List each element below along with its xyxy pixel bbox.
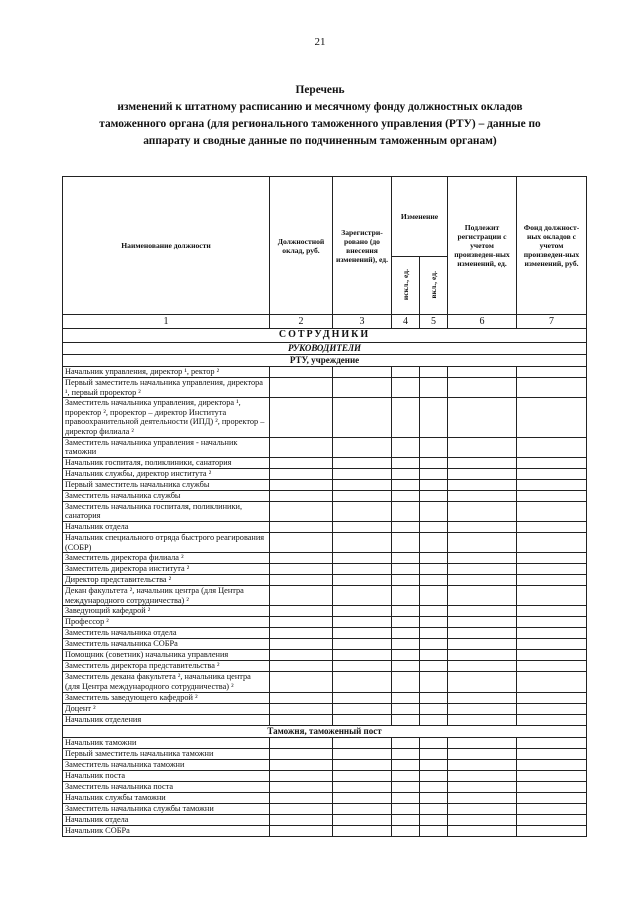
empty-cell xyxy=(270,398,333,437)
empty-cell xyxy=(333,367,392,378)
empty-cell xyxy=(517,553,587,564)
empty-cell xyxy=(420,672,448,692)
empty-cell xyxy=(270,714,333,725)
empty-cell xyxy=(448,661,517,672)
empty-cell xyxy=(517,803,587,814)
header-excl: искл., ед. xyxy=(401,268,410,301)
empty-cell xyxy=(517,628,587,639)
table-row xyxy=(63,661,587,672)
empty-cell xyxy=(392,703,420,714)
empty-cell xyxy=(420,792,448,803)
empty-cell xyxy=(392,367,420,378)
empty-cell xyxy=(517,617,587,628)
empty-cell xyxy=(517,501,587,521)
position-name: Начальник поста xyxy=(63,770,270,781)
position-name: Заместитель начальника таможни xyxy=(63,759,270,770)
empty-cell xyxy=(333,825,392,836)
empty-cell xyxy=(333,628,392,639)
table-row xyxy=(63,759,587,770)
table-row xyxy=(63,803,587,814)
empty-cell xyxy=(333,714,392,725)
empty-cell xyxy=(517,378,587,398)
empty-cell xyxy=(392,781,420,792)
empty-cell xyxy=(270,532,333,552)
empty-cell xyxy=(517,468,587,479)
empty-cell xyxy=(333,437,392,457)
empty-cell xyxy=(448,468,517,479)
empty-cell xyxy=(392,575,420,586)
position-name: Заместитель заведующего кафедрой ² xyxy=(63,692,270,703)
empty-cell xyxy=(270,692,333,703)
empty-cell xyxy=(420,748,448,759)
section-title: СОТРУДНИКИ xyxy=(63,329,587,343)
table-row xyxy=(63,479,587,490)
empty-cell xyxy=(392,586,420,606)
empty-cell xyxy=(392,770,420,781)
empty-cell xyxy=(270,367,333,378)
position-name: Начальник службы таможни xyxy=(63,792,270,803)
empty-cell xyxy=(392,661,420,672)
col-number: 6 xyxy=(448,315,517,329)
empty-cell xyxy=(420,737,448,748)
position-name: Начальник специального отряда быстрого реагирования (СОБР) xyxy=(63,532,270,552)
empty-cell xyxy=(448,437,517,457)
title-line: Перечень xyxy=(295,84,345,96)
empty-cell xyxy=(420,490,448,501)
empty-cell xyxy=(392,639,420,650)
empty-cell xyxy=(448,703,517,714)
empty-cell xyxy=(270,378,333,398)
empty-cell xyxy=(270,825,333,836)
empty-cell xyxy=(270,803,333,814)
empty-cell xyxy=(420,553,448,564)
table-row xyxy=(63,825,587,836)
position-name: Начальник СОБРа xyxy=(63,825,270,836)
empty-cell xyxy=(448,692,517,703)
group-title: Таможня, таможенный пост xyxy=(63,725,587,737)
table-row xyxy=(63,367,587,378)
empty-cell xyxy=(448,628,517,639)
staff-changes-table xyxy=(62,176,587,837)
empty-cell xyxy=(392,692,420,703)
position-name: Помощник (советник) начальника управления xyxy=(63,650,270,661)
position-name: Начальник службы, директор института ² xyxy=(63,468,270,479)
empty-cell xyxy=(517,490,587,501)
empty-cell xyxy=(448,770,517,781)
empty-cell xyxy=(392,501,420,521)
empty-cell xyxy=(270,737,333,748)
table-row xyxy=(63,575,587,586)
empty-cell xyxy=(517,650,587,661)
table-row xyxy=(63,628,587,639)
empty-cell xyxy=(270,650,333,661)
empty-cell xyxy=(392,617,420,628)
empty-cell xyxy=(420,367,448,378)
empty-cell xyxy=(448,737,517,748)
empty-cell xyxy=(420,825,448,836)
position-name: Заместитель начальника службы xyxy=(63,490,270,501)
position-name: Доцент ² xyxy=(63,703,270,714)
empty-cell xyxy=(392,398,420,437)
empty-cell xyxy=(448,650,517,661)
empty-cell xyxy=(420,692,448,703)
empty-cell xyxy=(448,586,517,606)
empty-cell xyxy=(517,792,587,803)
col-number: 1 xyxy=(63,315,270,329)
empty-cell xyxy=(392,628,420,639)
position-name: Первый заместитель начальника управления, директора ¹, первый проректор ² xyxy=(63,378,270,398)
position-name: Начальник управления, директор ¹, ректор ² xyxy=(63,367,270,378)
subsection-title: РУКОВОДИТЕЛИ xyxy=(63,343,587,355)
empty-cell xyxy=(333,490,392,501)
empty-cell xyxy=(333,468,392,479)
position-name: Заместитель начальника отдела xyxy=(63,628,270,639)
empty-cell xyxy=(420,781,448,792)
empty-cell xyxy=(333,639,392,650)
empty-cell xyxy=(420,532,448,552)
empty-cell xyxy=(420,650,448,661)
position-name: Заместитель начальника поста xyxy=(63,781,270,792)
empty-cell xyxy=(270,501,333,521)
position-name: Заведующий кафедрой ² xyxy=(63,606,270,617)
empty-cell xyxy=(448,457,517,468)
empty-cell xyxy=(270,661,333,672)
header-name: Наименование должности xyxy=(63,177,270,315)
empty-cell xyxy=(448,553,517,564)
empty-cell xyxy=(270,639,333,650)
empty-cell xyxy=(392,748,420,759)
empty-cell xyxy=(333,737,392,748)
position-name: Начальник таможни xyxy=(63,737,270,748)
table-row xyxy=(63,398,587,437)
empty-cell xyxy=(270,479,333,490)
empty-cell xyxy=(333,748,392,759)
empty-cell xyxy=(517,564,587,575)
col-number: 3 xyxy=(333,315,392,329)
empty-cell xyxy=(270,781,333,792)
position-name: Декан факультета ², начальник центра (для Центра международного сотрудничества) ² xyxy=(63,586,270,606)
table-row xyxy=(63,606,587,617)
empty-cell xyxy=(517,575,587,586)
empty-cell xyxy=(392,378,420,398)
empty-cell xyxy=(420,479,448,490)
empty-cell xyxy=(270,748,333,759)
table-row xyxy=(63,737,587,748)
title-line: таможенного органа (для регионального таможенного управления (РТУ) – данные по xyxy=(99,118,541,130)
empty-cell xyxy=(392,814,420,825)
empty-cell xyxy=(420,714,448,725)
empty-cell xyxy=(333,792,392,803)
empty-cell xyxy=(448,748,517,759)
empty-cell xyxy=(517,457,587,468)
empty-cell xyxy=(517,367,587,378)
empty-cell xyxy=(420,468,448,479)
document-title xyxy=(60,82,580,150)
col-number: 2 xyxy=(270,315,333,329)
empty-cell xyxy=(420,521,448,532)
empty-cell xyxy=(270,814,333,825)
table-row xyxy=(63,703,587,714)
table-row xyxy=(63,792,587,803)
empty-cell xyxy=(448,521,517,532)
empty-cell xyxy=(517,661,587,672)
empty-cell xyxy=(517,737,587,748)
empty-cell xyxy=(333,532,392,552)
position-name: Директор представительства ² xyxy=(63,575,270,586)
col-number: 7 xyxy=(517,315,587,329)
empty-cell xyxy=(448,639,517,650)
empty-cell xyxy=(448,617,517,628)
empty-cell xyxy=(448,575,517,586)
empty-cell xyxy=(392,714,420,725)
empty-cell xyxy=(270,672,333,692)
page-number: 21 xyxy=(314,36,326,48)
empty-cell xyxy=(517,479,587,490)
empty-cell xyxy=(333,501,392,521)
empty-cell xyxy=(333,814,392,825)
empty-cell xyxy=(420,703,448,714)
empty-cell xyxy=(517,606,587,617)
empty-cell xyxy=(517,714,587,725)
empty-cell xyxy=(392,759,420,770)
empty-cell xyxy=(333,650,392,661)
empty-cell xyxy=(270,457,333,468)
col-number: 4 xyxy=(392,315,420,329)
title-line: аппарату и сводные данные по подчиненным таможенным органам) xyxy=(143,135,497,147)
empty-cell xyxy=(333,564,392,575)
empty-cell xyxy=(392,457,420,468)
position-name: Заместитель директора представительства ² xyxy=(63,661,270,672)
table-row xyxy=(63,437,587,457)
empty-cell xyxy=(420,617,448,628)
empty-cell xyxy=(270,575,333,586)
empty-cell xyxy=(333,672,392,692)
table-row xyxy=(63,714,587,725)
empty-cell xyxy=(392,532,420,552)
empty-cell xyxy=(517,814,587,825)
position-name: Заместитель начальника службы таможни xyxy=(63,803,270,814)
empty-cell xyxy=(517,748,587,759)
empty-cell xyxy=(420,770,448,781)
empty-cell xyxy=(517,825,587,836)
header-registered: Зарегистри-ровано (до внесения изменений), ед. xyxy=(333,177,392,315)
empty-cell xyxy=(392,553,420,564)
empty-cell xyxy=(517,703,587,714)
table-row xyxy=(63,457,587,468)
title-line: изменений к штатному расписанию и месячному фонду должностных окладов xyxy=(117,101,523,113)
position-name: Первый заместитель начальника таможни xyxy=(63,748,270,759)
empty-cell xyxy=(392,606,420,617)
empty-cell xyxy=(517,521,587,532)
empty-cell xyxy=(392,479,420,490)
col-number: 5 xyxy=(420,315,448,329)
table-row xyxy=(63,532,587,552)
empty-cell xyxy=(333,378,392,398)
empty-cell xyxy=(448,714,517,725)
empty-cell xyxy=(270,759,333,770)
empty-cell xyxy=(517,639,587,650)
empty-cell xyxy=(517,770,587,781)
empty-cell xyxy=(392,737,420,748)
empty-cell xyxy=(333,606,392,617)
empty-cell xyxy=(420,575,448,586)
empty-cell xyxy=(448,479,517,490)
empty-cell xyxy=(517,586,587,606)
position-name: Заместитель начальника СОБРа xyxy=(63,639,270,650)
header-subject: Подлежит регистрации с учетом произведен-ных изменений, ед. xyxy=(448,177,517,315)
table-row xyxy=(63,770,587,781)
empty-cell xyxy=(333,770,392,781)
empty-cell xyxy=(420,759,448,770)
empty-cell xyxy=(448,803,517,814)
empty-cell xyxy=(392,468,420,479)
table-row xyxy=(63,692,587,703)
empty-cell xyxy=(448,501,517,521)
empty-cell xyxy=(333,398,392,437)
empty-cell xyxy=(420,661,448,672)
empty-cell xyxy=(392,825,420,836)
table-row xyxy=(63,468,587,479)
position-name: Первый заместитель начальника службы xyxy=(63,479,270,490)
table-row xyxy=(63,586,587,606)
empty-cell xyxy=(420,378,448,398)
table-row xyxy=(63,378,587,398)
empty-cell xyxy=(270,703,333,714)
table-row xyxy=(63,521,587,532)
table-row xyxy=(63,501,587,521)
empty-cell xyxy=(333,575,392,586)
empty-cell xyxy=(333,759,392,770)
table-row xyxy=(63,490,587,501)
empty-cell xyxy=(448,792,517,803)
empty-cell xyxy=(270,586,333,606)
empty-cell xyxy=(333,457,392,468)
empty-cell xyxy=(270,770,333,781)
header-salary: Должностной оклад, руб. xyxy=(270,177,333,315)
empty-cell xyxy=(333,781,392,792)
empty-cell xyxy=(448,367,517,378)
empty-cell xyxy=(517,781,587,792)
table-row xyxy=(63,650,587,661)
empty-cell xyxy=(517,398,587,437)
position-name: Начальник отдела xyxy=(63,521,270,532)
empty-cell xyxy=(420,606,448,617)
empty-cell xyxy=(333,692,392,703)
empty-cell xyxy=(448,490,517,501)
empty-cell xyxy=(392,650,420,661)
empty-cell xyxy=(420,586,448,606)
empty-cell xyxy=(392,803,420,814)
empty-cell xyxy=(517,692,587,703)
column-numbers-row xyxy=(63,315,587,329)
position-name: Заместитель начальника управления, директора ¹, проректор ², проректор – директор Института правоохранительной деятельности (ИПД) ², проректор – директор филиала ² xyxy=(63,398,270,437)
empty-cell xyxy=(420,628,448,639)
empty-cell xyxy=(448,378,517,398)
empty-cell xyxy=(448,564,517,575)
table-row xyxy=(63,639,587,650)
empty-cell xyxy=(270,468,333,479)
empty-cell xyxy=(270,617,333,628)
empty-cell xyxy=(420,803,448,814)
empty-cell xyxy=(448,814,517,825)
table-row xyxy=(63,814,587,825)
empty-cell xyxy=(392,672,420,692)
empty-cell xyxy=(517,437,587,457)
empty-cell xyxy=(420,564,448,575)
empty-cell xyxy=(448,606,517,617)
empty-cell xyxy=(420,814,448,825)
empty-cell xyxy=(333,661,392,672)
empty-cell xyxy=(392,437,420,457)
empty-cell xyxy=(270,553,333,564)
position-name: Начальник отдела xyxy=(63,814,270,825)
empty-cell xyxy=(333,479,392,490)
empty-cell xyxy=(420,437,448,457)
position-name: Заместитель директора института ² xyxy=(63,564,270,575)
empty-cell xyxy=(333,617,392,628)
empty-cell xyxy=(270,437,333,457)
empty-cell xyxy=(420,457,448,468)
empty-cell xyxy=(392,792,420,803)
empty-cell xyxy=(420,501,448,521)
empty-cell xyxy=(517,672,587,692)
table-row xyxy=(63,781,587,792)
empty-cell xyxy=(420,639,448,650)
position-name: Заместитель начальника госпиталя, поликлиники, санатория xyxy=(63,501,270,521)
position-name: Заместитель декана факультета ², начальника центра (для Центра международного сотрудничества) ² xyxy=(63,672,270,692)
empty-cell xyxy=(392,564,420,575)
position-name: Заместитель директора филиала ² xyxy=(63,553,270,564)
empty-cell xyxy=(270,490,333,501)
empty-cell xyxy=(420,398,448,437)
empty-cell xyxy=(270,792,333,803)
empty-cell xyxy=(270,521,333,532)
empty-cell xyxy=(333,703,392,714)
group-title: РТУ, учреждение xyxy=(63,355,587,367)
header-fund: Фонд должност-ных окладов с учетом произведен-ных изменений, руб. xyxy=(517,177,587,315)
empty-cell xyxy=(333,586,392,606)
empty-cell xyxy=(333,521,392,532)
header-incl: вкл., ед. xyxy=(429,270,438,299)
table-row xyxy=(63,617,587,628)
table-row xyxy=(63,553,587,564)
position-name: Начальник госпиталя, поликлиники, санатория xyxy=(63,457,270,468)
position-name: Профессор ² xyxy=(63,617,270,628)
empty-cell xyxy=(270,628,333,639)
position-name: Начальник отделения xyxy=(63,714,270,725)
table-row xyxy=(63,564,587,575)
empty-cell xyxy=(448,672,517,692)
header-change: Изменение xyxy=(392,177,448,257)
empty-cell xyxy=(448,781,517,792)
empty-cell xyxy=(448,825,517,836)
empty-cell xyxy=(448,398,517,437)
empty-cell xyxy=(333,553,392,564)
empty-cell xyxy=(270,606,333,617)
empty-cell xyxy=(517,759,587,770)
empty-cell xyxy=(333,803,392,814)
table-row xyxy=(63,748,587,759)
empty-cell xyxy=(392,521,420,532)
empty-cell xyxy=(448,532,517,552)
table-row xyxy=(63,672,587,692)
empty-cell xyxy=(392,490,420,501)
position-name: Заместитель начальника управления - начальник таможни xyxy=(63,437,270,457)
empty-cell xyxy=(448,759,517,770)
empty-cell xyxy=(270,564,333,575)
empty-cell xyxy=(517,532,587,552)
